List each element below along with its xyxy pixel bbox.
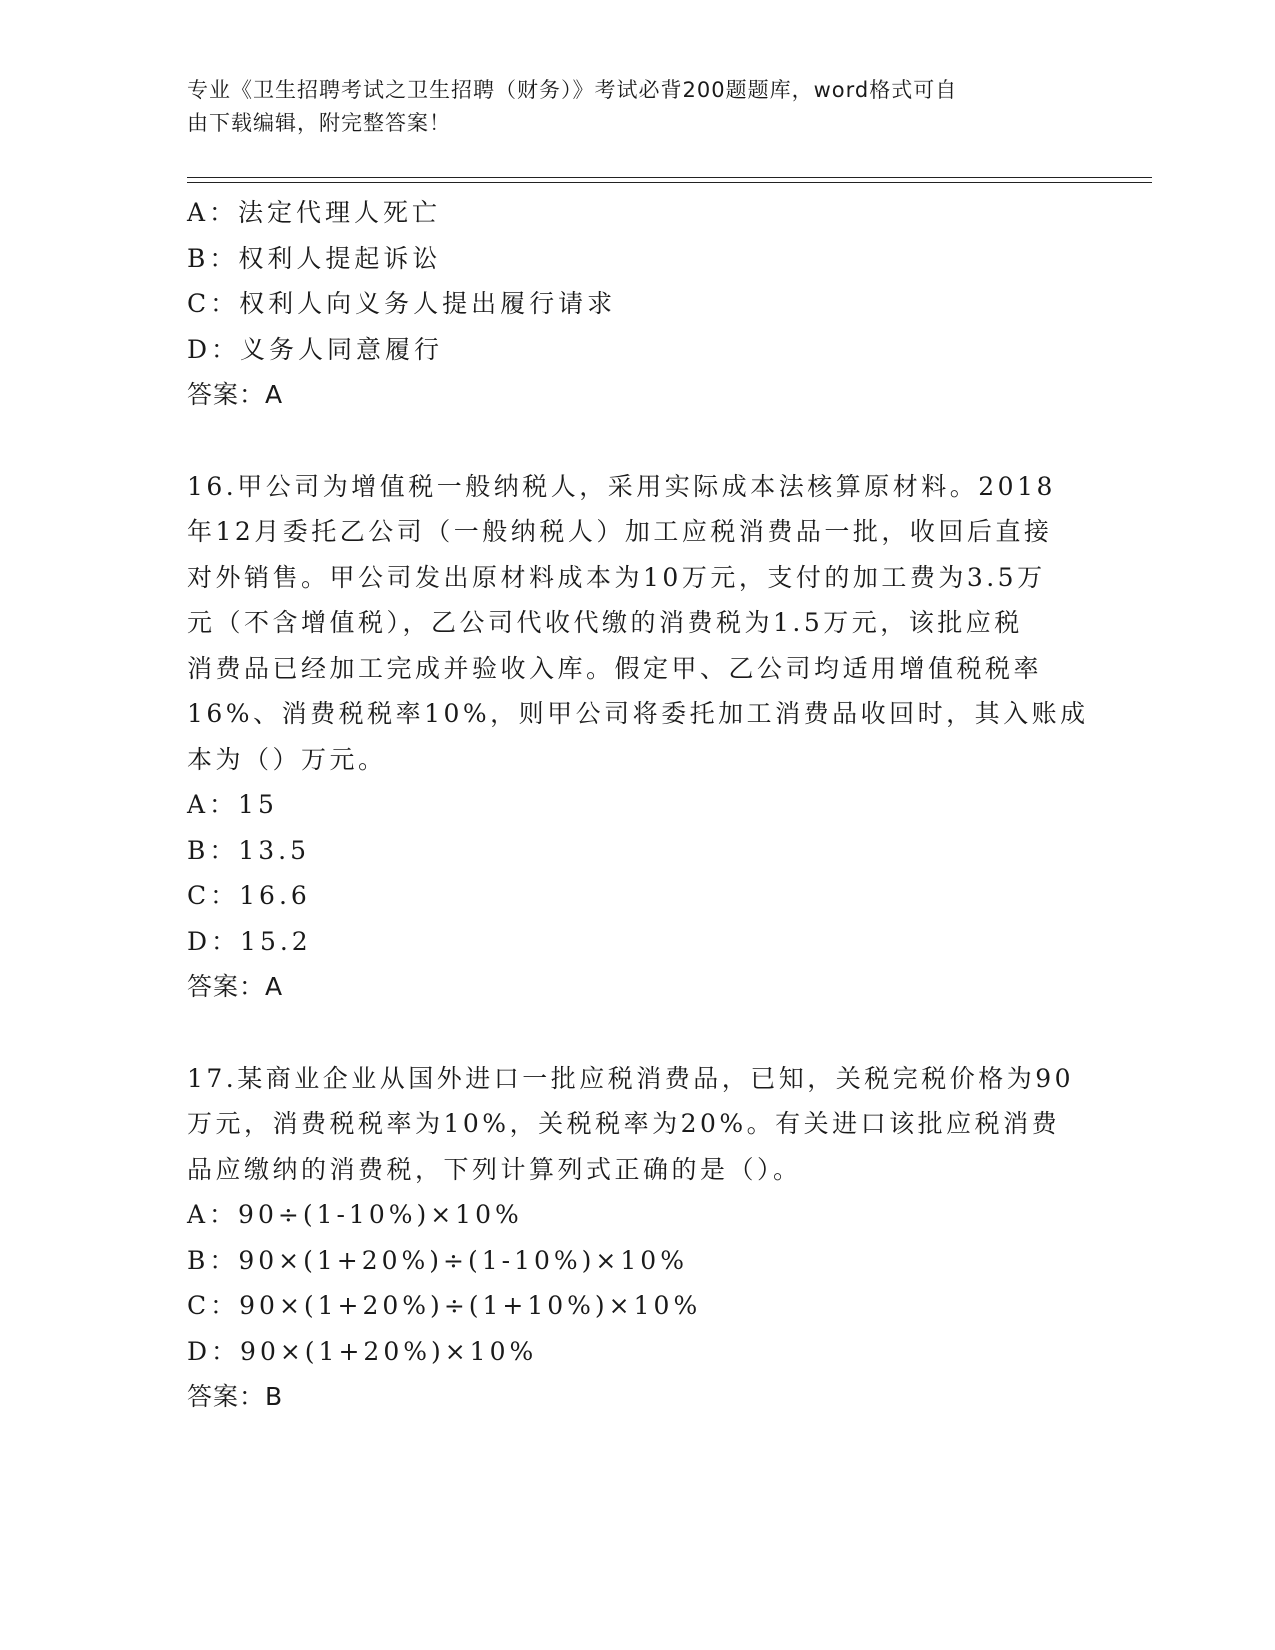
question-line: 年12月委托乙公司（一般纳税人）加工应税消费品一批，收回后直接 — [187, 517, 1053, 546]
option-a: A：法定代理人死亡 — [187, 198, 442, 227]
option-a: A：90÷(1-10%)×10% — [187, 1200, 523, 1229]
header-line-1: 专业《卫生招聘考试之卫生招聘（财务）》考试必背200题题库，word格式可自 — [187, 78, 958, 102]
answer-line: 答案：A — [187, 380, 284, 409]
option-d: D：义务人同意履行 — [187, 334, 444, 364]
answer-line: 答案：A — [187, 972, 284, 1001]
header-line-2: 由下载编辑，附完整答案！ — [187, 111, 451, 135]
option-b: B：90×(1+20%)÷(1-10%)×10% — [187, 1245, 688, 1275]
question-16 — [187, 464, 1087, 1010]
option-d: D：90×(1+20%)×10% — [187, 1336, 538, 1366]
question-line: 元（不含增值税），乙公司代收代缴的消费税为1.5万元，该批应税 — [187, 608, 1023, 637]
header-divider-bottom — [187, 182, 1152, 183]
option-d: D：15.2 — [187, 926, 312, 956]
option-a: A：15 — [187, 790, 278, 819]
question-line: 本为（）万元。 — [187, 744, 387, 774]
option-b: B：权利人提起诉讼 — [187, 243, 442, 273]
question-line: 16%、消费税税率10%，则甲公司将委托加工消费品收回时，其入账成 — [187, 699, 1089, 728]
question-line: 品应缴纳的消费税，下列计算列式正确的是（）。 — [187, 1154, 802, 1184]
spacer — [187, 1010, 1087, 1056]
spacer — [187, 418, 1087, 464]
question-line: 16.甲公司为增值税一般纳税人，采用实际成本法核算原材料。2018 — [187, 471, 1056, 501]
document-body — [187, 190, 1087, 1420]
question-line: 消费品已经加工完成并验收入库。假定甲、乙公司均适用增值税税率 — [187, 653, 1043, 683]
option-b: B：13.5 — [187, 835, 311, 865]
document-header — [187, 74, 1067, 140]
header-divider-top — [187, 177, 1152, 178]
option-c: C：16.6 — [187, 881, 311, 910]
answer-line: 答案：B — [187, 1382, 284, 1411]
option-c: C：90×(1+20%)÷(1+10%)×10% — [187, 1291, 702, 1320]
question-line: 万元，消费税税率为10%，关税税率为20%。有关进口该批应税消费 — [187, 1109, 1061, 1138]
question-text — [187, 464, 1087, 783]
question-text — [187, 1056, 1087, 1193]
question-17 — [187, 1056, 1087, 1420]
option-c: C：权利人向义务人提出履行请求 — [187, 289, 617, 318]
question-15 — [187, 190, 1087, 418]
question-line: 对外销售。甲公司发出原材料成本为10万元，支付的加工费为3.5万 — [187, 562, 1046, 592]
question-line: 17.某商业企业从国外进口一批应税消费品，已知，关税完税价格为90 — [187, 1063, 1075, 1093]
